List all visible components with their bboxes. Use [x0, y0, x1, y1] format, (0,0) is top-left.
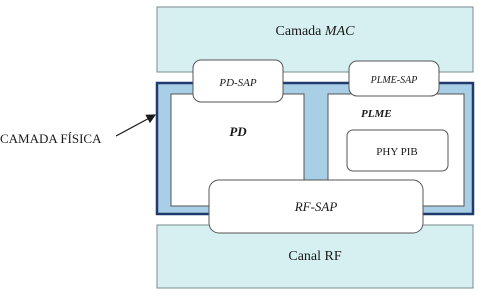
- pd-sap-label: PD-SAP: [219, 77, 257, 89]
- phy-pib-label: PHY PIB: [376, 146, 418, 158]
- physical-layer-arrow: [116, 115, 155, 136]
- mac-layer-label: Camada MAC: [275, 24, 355, 39]
- channel-rf-label: Canal RF: [288, 249, 342, 264]
- rf-sap-label: RF-SAP: [294, 199, 338, 214]
- plme-sap-label: PLME-SAP: [370, 75, 418, 86]
- plme-label: PLME: [361, 108, 392, 120]
- pd-label: PD: [229, 124, 247, 139]
- physical-layer-label: CAMADA FÍSICA: [0, 131, 102, 146]
